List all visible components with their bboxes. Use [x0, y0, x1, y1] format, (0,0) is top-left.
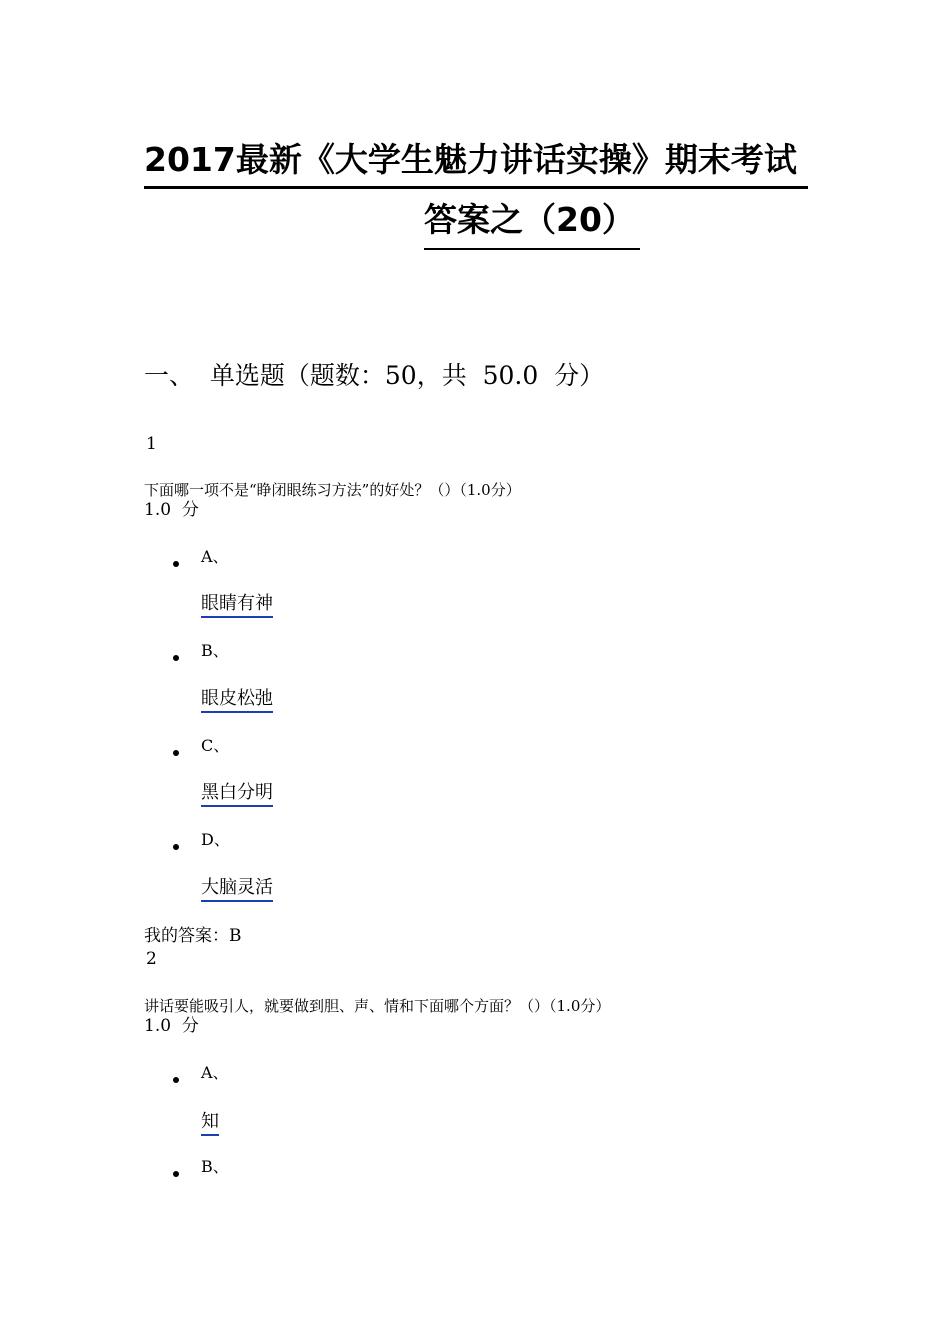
question-text: 讲话要能吸引人，就要做到胆、声、情和下面哪个方面？（）（1.0分）: [144, 997, 611, 1015]
bullet-icon: [173, 561, 179, 567]
option-letter: B、: [201, 1157, 229, 1176]
question-score: 1.0 分: [144, 1016, 199, 1036]
option-text-link[interactable]: 黑白分明: [201, 781, 273, 807]
document-title-line2: 答案之（20）: [424, 200, 640, 250]
bullet-icon: [173, 655, 179, 661]
option-letter: A、: [201, 1063, 229, 1082]
option-text-link[interactable]: 眼皮松弛: [201, 687, 273, 713]
bullet-icon: [173, 750, 179, 756]
section-heading: 一、 单选题（题数：50，共 50.0 分）: [144, 361, 605, 390]
option-letter: D、: [201, 830, 230, 849]
my-answer: 我的答案：B: [144, 926, 242, 946]
bullet-icon: [173, 1171, 179, 1177]
bullet-icon: [173, 1077, 179, 1083]
question-number: 2: [146, 949, 157, 969]
option-letter: B、: [201, 641, 229, 660]
question-number: 1: [146, 434, 157, 454]
question-score: 1.0 分: [144, 500, 199, 520]
option-text-link[interactable]: 眼睛有神: [201, 592, 273, 618]
option-letter: A、: [201, 547, 229, 566]
option-letter: C、: [201, 736, 230, 755]
bullet-icon: [173, 844, 179, 850]
question-text: 下面哪一项不是“睁闭眼练习方法”的好处？（）（1.0分）: [144, 481, 521, 499]
option-text-link[interactable]: 知: [201, 1110, 219, 1136]
document-title-line1: 2017最新《大学生魅力讲话实操》期末考试: [144, 140, 808, 189]
option-text-link[interactable]: 大脑灵活: [201, 876, 273, 902]
